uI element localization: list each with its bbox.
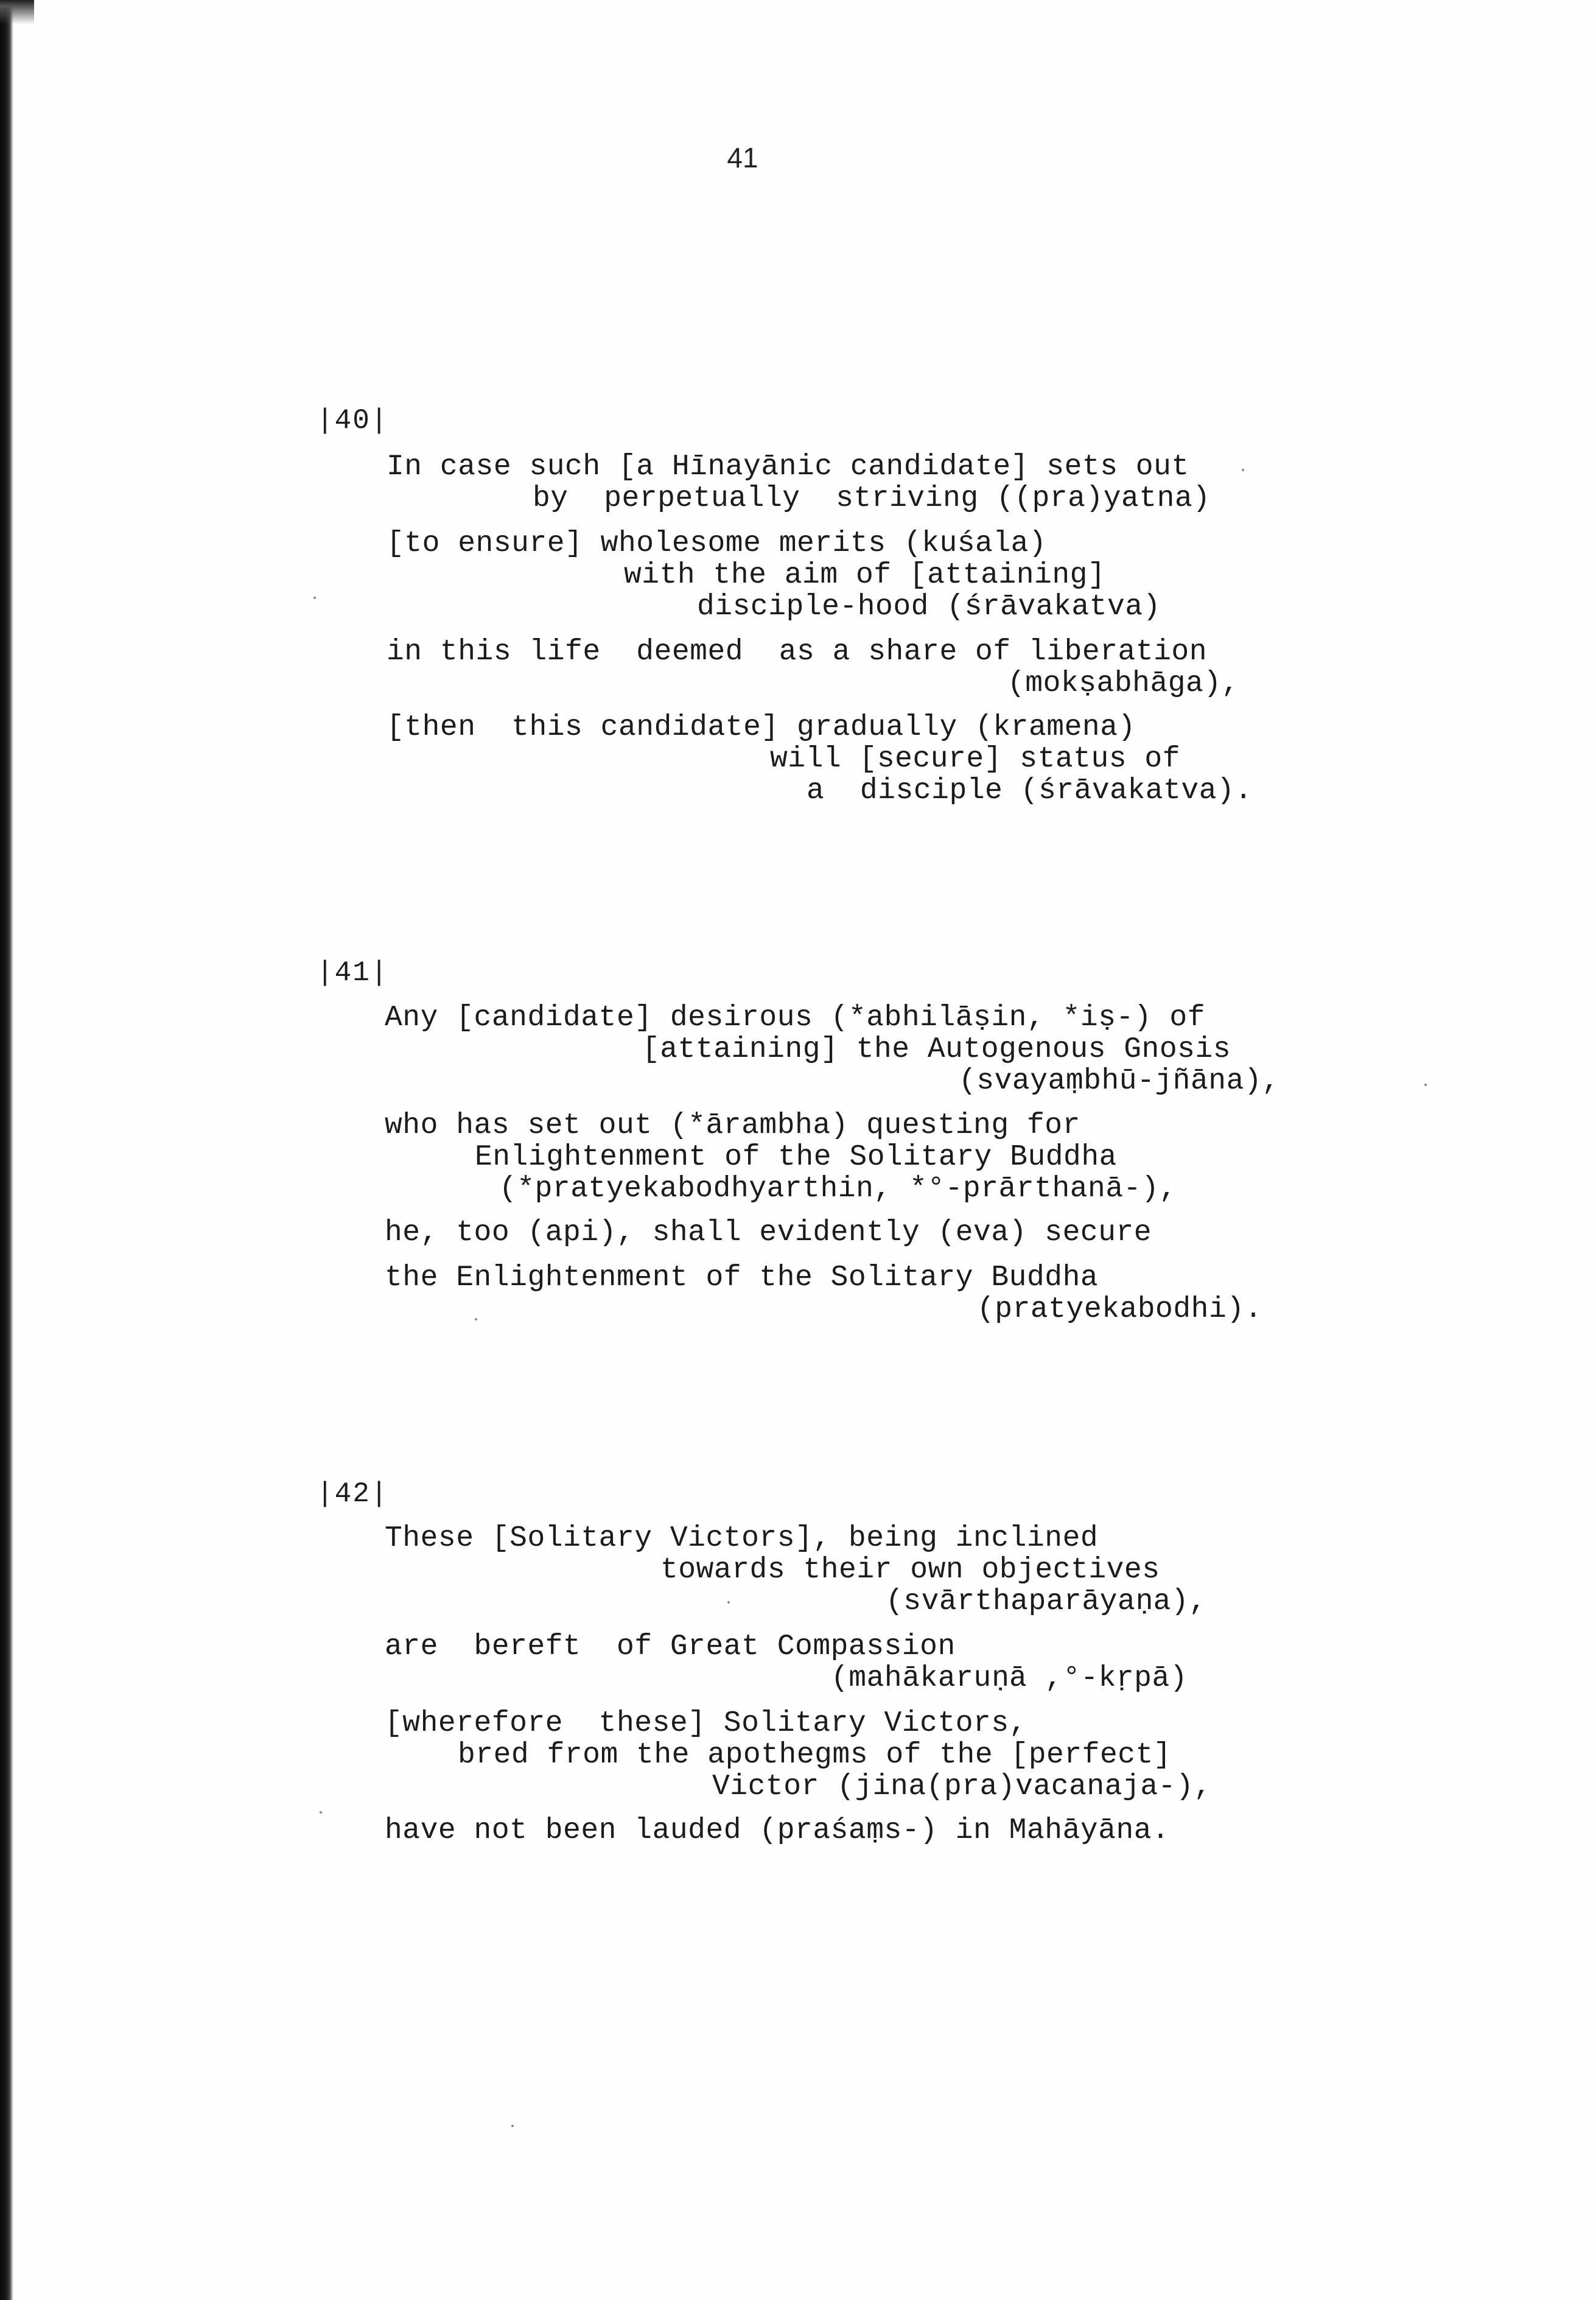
verse-label-42: |42| — [317, 1478, 389, 1510]
verse-42-line: [wherefore these] Solitary Victors, — [385, 1707, 1027, 1740]
verse-41-line: (*pratyekabodhyarthin, *°-prārthanā-), — [499, 1173, 1177, 1205]
verse-label-41: |41| — [317, 957, 389, 989]
verse-42-line: These [Solitary Victors], being inclined — [385, 1522, 1099, 1555]
verse-label-40: |40| — [317, 405, 389, 437]
page-number: 41 — [727, 142, 758, 174]
verse-40-line: (mokṣabhāga), — [1007, 667, 1239, 700]
scan-speck — [475, 1318, 477, 1320]
verse-41-line: (svayaṃbhū-jñāna), — [959, 1065, 1280, 1098]
verse-40-line: In case such [a Hīnayānic candidate] sets out — [387, 451, 1189, 483]
scan-speck — [313, 597, 316, 599]
verse-42-line: bred from the apothegms of the [perfect] — [458, 1739, 1172, 1772]
verse-40-line: [to ensure] wholesome merits (kuśala) — [387, 527, 1047, 560]
verse-40-line: in this life deemed as a share of liberation — [387, 636, 1208, 668]
verse-40-line: [then this candidate] gradually (kramena) — [387, 711, 1136, 744]
verse-40-line: a disciple (śrāvakatva). — [807, 774, 1253, 807]
verse-40-line: disciple-hood (śrāvakatva) — [697, 591, 1161, 623]
scan-speck — [1242, 469, 1244, 471]
verse-41-line: the Enlightenment of the Solitary Buddha — [385, 1261, 1099, 1294]
verse-41-line: (pratyekabodhi). — [977, 1293, 1262, 1326]
verse-41-line: who has set out (*ārambha) questing for — [385, 1109, 1080, 1142]
verse-40-line: will [secure] status of — [770, 743, 1181, 776]
verse-41-line: [attaining] the Autogenous Gnosis — [642, 1033, 1231, 1066]
scan-speck — [320, 1811, 322, 1814]
verse-42-line: have not been lauded (praśaṃs-) in Mahāyāna. — [385, 1814, 1170, 1847]
verse-41-line: Any [candidate] desirous (*abhilāṣin, *iṣ-) of — [385, 1001, 1206, 1034]
verse-42-line: (svārthaparāyaṇa), — [886, 1585, 1207, 1618]
scan-binding-edge — [0, 0, 13, 2300]
verse-42-line: towards their own objectives — [660, 1554, 1160, 1587]
verse-42-line: (mahākaruṇā ,°-kṛpā) — [831, 1662, 1188, 1695]
verse-42-line: Victor (jina(pra)vacanaja-), — [712, 1770, 1212, 1803]
scan-speck — [727, 1601, 730, 1604]
verse-41-line: he, too (api), shall evidently (eva) secure — [385, 1216, 1152, 1249]
verse-40-line: with the aim of [attaining] — [624, 559, 1106, 592]
verse-42-line: are bereft of Great Compassion — [385, 1630, 956, 1663]
verse-41-line: Enlightenment of the Solitary Buddha — [475, 1141, 1117, 1174]
verse-40-line: by perpetually striving ((pra)yatna) — [533, 482, 1211, 515]
scan-speck — [511, 2125, 514, 2127]
scan-speck — [1424, 1084, 1427, 1086]
scan-binding-corner — [0, 0, 34, 24]
